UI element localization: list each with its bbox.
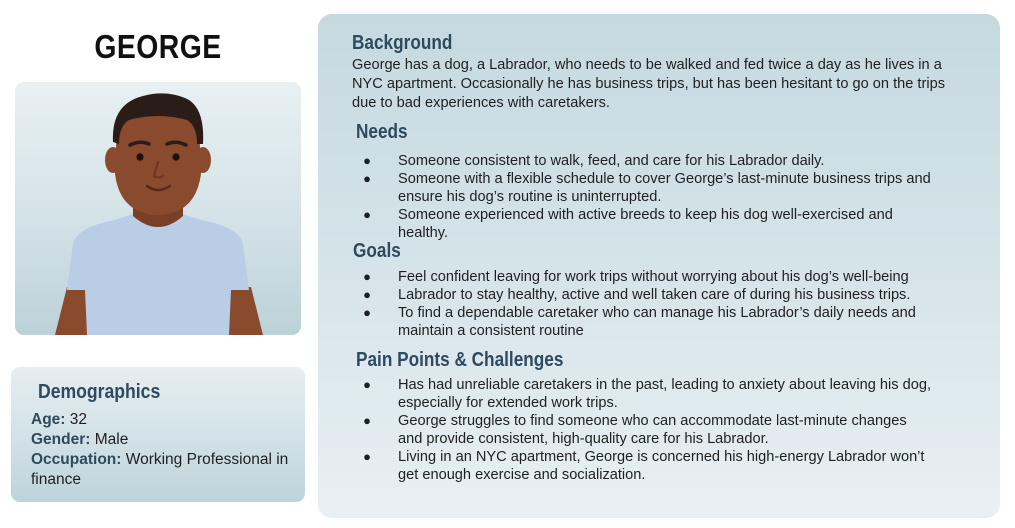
avatar (15, 82, 301, 335)
demographics-occupation (31, 450, 293, 490)
background-text: George has a dog, a Labrador, who needs to be walked and fed twice a day as he lives in a NYC apartment. Occasionally he has business trips, but has been hesitant to go on the trips due to bad experiences with caretakers. (352, 57, 945, 111)
list-item: ● George struggles to find someone who can accommodate last-minute changes and provide consistent, high-quality care for his Labrador. (363, 413, 907, 447)
persona-details-card (318, 14, 1000, 518)
persona-name: GEORGE (94, 28, 222, 65)
list-item: ● Feel confident leaving for work trips without worrying about his dog’s well-being (363, 269, 909, 285)
gender-label: Gender: (31, 431, 91, 448)
pain-points-list (362, 376, 932, 484)
list-item: ● Living in an NYC apartment, George is concerned his high-energy Labrador won’t get enough exercise and socialization. (363, 449, 925, 483)
background-heading: Background (352, 32, 453, 54)
demographics-card (11, 367, 305, 502)
demographics-age (31, 410, 87, 430)
list-item: ● Someone with a flexible schedule to cover George’s last-minute business trips and ensure his dog’s routine is uninterrupted. (363, 171, 931, 205)
goals-heading: Goals (353, 240, 401, 262)
gender-value: Male (94, 431, 129, 448)
needs-heading: Needs (356, 121, 408, 143)
occupation-value: Working Professional in finance (31, 451, 289, 488)
demographics-gender (31, 430, 128, 450)
occupation-label: Occupation: (31, 451, 122, 468)
age-value: 32 (69, 411, 88, 428)
needs-list (362, 152, 932, 242)
goals-list (362, 268, 932, 340)
list-item: ● Labrador to stay healthy, active and well taken care of during his business trips. (363, 287, 911, 303)
list-item: ● Someone consistent to walk, feed, and care for his Labrador daily. (363, 153, 825, 169)
pain-points-heading: Pain Points & Challenges (356, 349, 564, 371)
avatar-card (15, 82, 301, 335)
list-item: ● Someone experienced with active breeds to keep his dog well-exercised and healthy. (363, 207, 893, 241)
demographics-heading: Demographics (38, 381, 161, 403)
age-label: Age: (31, 411, 66, 428)
list-item: ● Has had unreliable caretakers in the past, leading to anxiety about leaving his dog, especially for extended work trips. (363, 377, 932, 411)
list-item: ● To find a dependable caretaker who can manage his Labrador’s daily needs and maintain a consistent routine (363, 305, 916, 339)
